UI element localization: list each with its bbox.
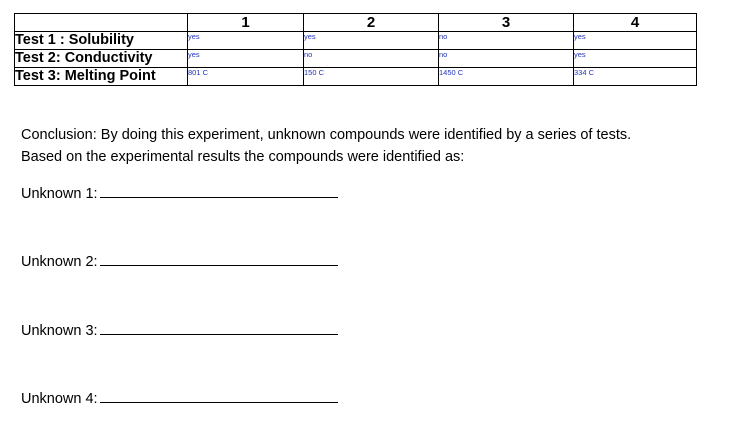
unknown-2-line: [21, 249, 338, 271]
header-column-3: 3: [439, 14, 574, 32]
table-cell: yes: [188, 50, 304, 68]
table-cell: 150 C: [304, 68, 439, 86]
table-cell: 801 C: [188, 68, 304, 86]
header-empty: [15, 14, 188, 32]
table-cell: yes: [304, 32, 439, 50]
table-cell: no: [304, 50, 439, 68]
row-label-conductivity: Test 2: Conductivity: [15, 50, 188, 68]
header-row: [15, 14, 697, 32]
conclusion-line-1: Conclusion: By doing this experiment, unknown compounds were identified by a series of tests.: [21, 127, 632, 143]
unknown-2-blank[interactable]: [100, 249, 338, 266]
table-cell: 1450 C: [439, 68, 574, 86]
conclusion-line-2: Based on the experimental results the compounds were identified as:: [21, 149, 465, 165]
table-row: [15, 68, 697, 86]
unknown-4-blank[interactable]: [100, 386, 338, 403]
unknown-4-line: [21, 386, 338, 408]
header-column-4: 4: [574, 14, 697, 32]
header-column-2: 2: [304, 14, 439, 32]
header-column-1: 1: [188, 14, 304, 32]
row-label-solubility: Test 1 : Solubility: [15, 32, 188, 50]
unknown-4-label: Unknown 4:: [21, 391, 98, 407]
row-label-melting-point: Test 3: Melting Point: [15, 68, 188, 86]
table-cell: no: [439, 50, 574, 68]
conclusion-paragraph: [21, 124, 721, 168]
table-cell: yes: [574, 32, 697, 50]
unknown-1-line: [21, 181, 338, 203]
table-row: [15, 50, 697, 68]
table-cell: yes: [574, 50, 697, 68]
unknown-1-label: Unknown 1:: [21, 186, 98, 202]
table-cell: no: [439, 32, 574, 50]
table-cell: 334 C: [574, 68, 697, 86]
unknown-1-blank[interactable]: [100, 181, 338, 198]
table-cell: yes: [188, 32, 304, 50]
unknown-3-blank[interactable]: [100, 318, 338, 335]
unknown-3-label: Unknown 3:: [21, 323, 98, 339]
test-results-table: [14, 13, 697, 86]
table-row: [15, 32, 697, 50]
unknown-2-label: Unknown 2:: [21, 254, 98, 270]
unknown-3-line: [21, 318, 338, 340]
